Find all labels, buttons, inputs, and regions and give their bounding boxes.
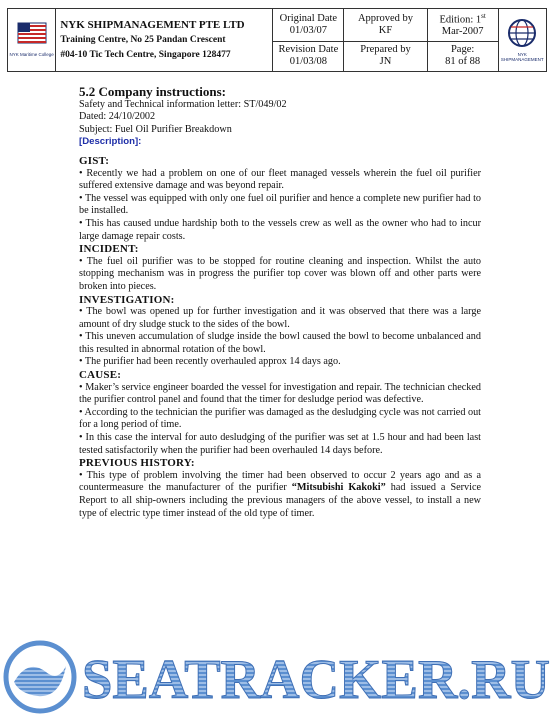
gist-item: • This has caused undue hardship both to the vessels crew as well as the owner who had to incur large damage repair costs. (79, 217, 481, 242)
edition-label: Edition: 1 (439, 14, 482, 26)
edition-date: Mar-2007 (441, 26, 484, 38)
history-text-b: had issued a Service Report to all ship-owners including the previous managers of the above vessel, to install a new type of electric type timer instead of the old type of timer. (79, 482, 482, 519)
investigation-item: • This uneven accumulation of sludge inside the bowl caused the bowl to become unbalanced and this resulted in abnormal rotation of the bowl. (79, 331, 481, 355)
section-title: 5.2 Company instructions: (79, 84, 226, 99)
revision-date-cell (273, 41, 344, 71)
seatracker-watermark (0, 632, 558, 722)
approved-by-cell (344, 9, 427, 42)
cause-item: • Maker’s service engineer boarded the vessel for investigation and repair. The technician checked the purifier control panel and found that the timer for desludge period was defective. (79, 381, 481, 406)
gist-item: • Recently we had a problem on one of our fleet managed vessels wherein the fuel oil purifier suffered extensive damage and was beyond repair. (79, 167, 481, 192)
investigation-heading: INVESTIGATION: (79, 293, 175, 306)
page-number: 81 of 88 (445, 56, 481, 68)
document-body (79, 86, 481, 520)
prepared-by-cell (344, 41, 427, 71)
manufacturer-name: “Mitsubishi Kakoki” (291, 482, 386, 494)
prepared-by-value: JN (379, 56, 392, 68)
revision-date-label: Revision Date (278, 44, 339, 56)
watermark-wave-icon (6, 643, 74, 711)
original-date-cell (273, 9, 344, 42)
letter-reference: Safety and Technical information letter: ST/049/02 (79, 98, 287, 110)
right-logo-label: NYK SHIPMANAGEMENT (500, 51, 544, 63)
edition-cell (427, 9, 498, 42)
cause-heading: CAUSE: (79, 369, 122, 382)
gist-item: • The vessel was equipped with only one fuel oil purifier and hence a complete new purifier had to be installed. (79, 192, 481, 217)
approved-by-value: KF (378, 24, 393, 36)
letter-subject: Subject: Fuel Oil Purifier Breakdown (79, 123, 232, 135)
address-line-2: #04-10 Tic Tech Centre, Singapore 128477 (60, 50, 231, 61)
history-heading: PREVIOUS HISTORY: (79, 457, 195, 470)
description-tag: [Description]: (79, 136, 142, 148)
company-block (56, 9, 273, 72)
approved-by-label: Approved by (357, 12, 414, 24)
revision-date-value: 01/03/08 (289, 56, 328, 68)
cause-item: • According to the technician the purifier was damaged as the desludging cycle was not carried out for a long period of time. (79, 406, 481, 431)
page-label: Page: (450, 44, 475, 56)
letter-date: Dated: 24/10/2002 (79, 111, 156, 123)
incident-heading: INCIDENT: (79, 243, 139, 256)
page-cell (427, 41, 498, 71)
watermark-text: SEATRACKER.RU (82, 649, 550, 711)
nyk-college-logo (8, 9, 56, 72)
document-header (7, 8, 547, 72)
globe-icon (507, 18, 537, 48)
original-date-label: Original Date (279, 12, 338, 24)
flag-emblem-icon (17, 22, 47, 48)
investigation-item: • The purifier had been recently overhauled approx 14 days ago. (79, 356, 341, 368)
gist-heading: GIST: (79, 154, 110, 167)
history-text-a: • This type of problem involving the timer had been observed to occur 2 years ago and as a countermeasure the manufacturer of the purifier (79, 469, 481, 494)
company-name: NYK SHIPMANAGEMENT PTE LTD (60, 18, 245, 31)
nyk-shipmanagement-logo (498, 9, 546, 72)
prepared-by-label: Prepared by (360, 44, 411, 56)
edition-superscript: st (481, 11, 486, 20)
address-line-1: Training Centre, No 25 Pandan Crescent (60, 35, 226, 46)
investigation-item: • The bowl was opened up for further investigation and it was observed that there was a large amount of dry sludge stuck to the sides of the bowl. (79, 306, 481, 330)
history-item (79, 470, 481, 520)
incident-item: • The fuel oil purifier was to be stopped for routine cleaning and inspection. Whilst the auto stopping mechanism was in progress the purifier top cover was blown off and other parts were broken into pieces. (79, 255, 481, 292)
cause-item: • In this case the interval for auto desludging of the purifier was set at 1.5 hour and had been last tested satisfactorily when the purifier had been overhauled 14 days before. (79, 432, 481, 456)
college-label: NYK Maritime College (9, 52, 54, 58)
original-date-value: 01/03/07 (289, 24, 328, 36)
